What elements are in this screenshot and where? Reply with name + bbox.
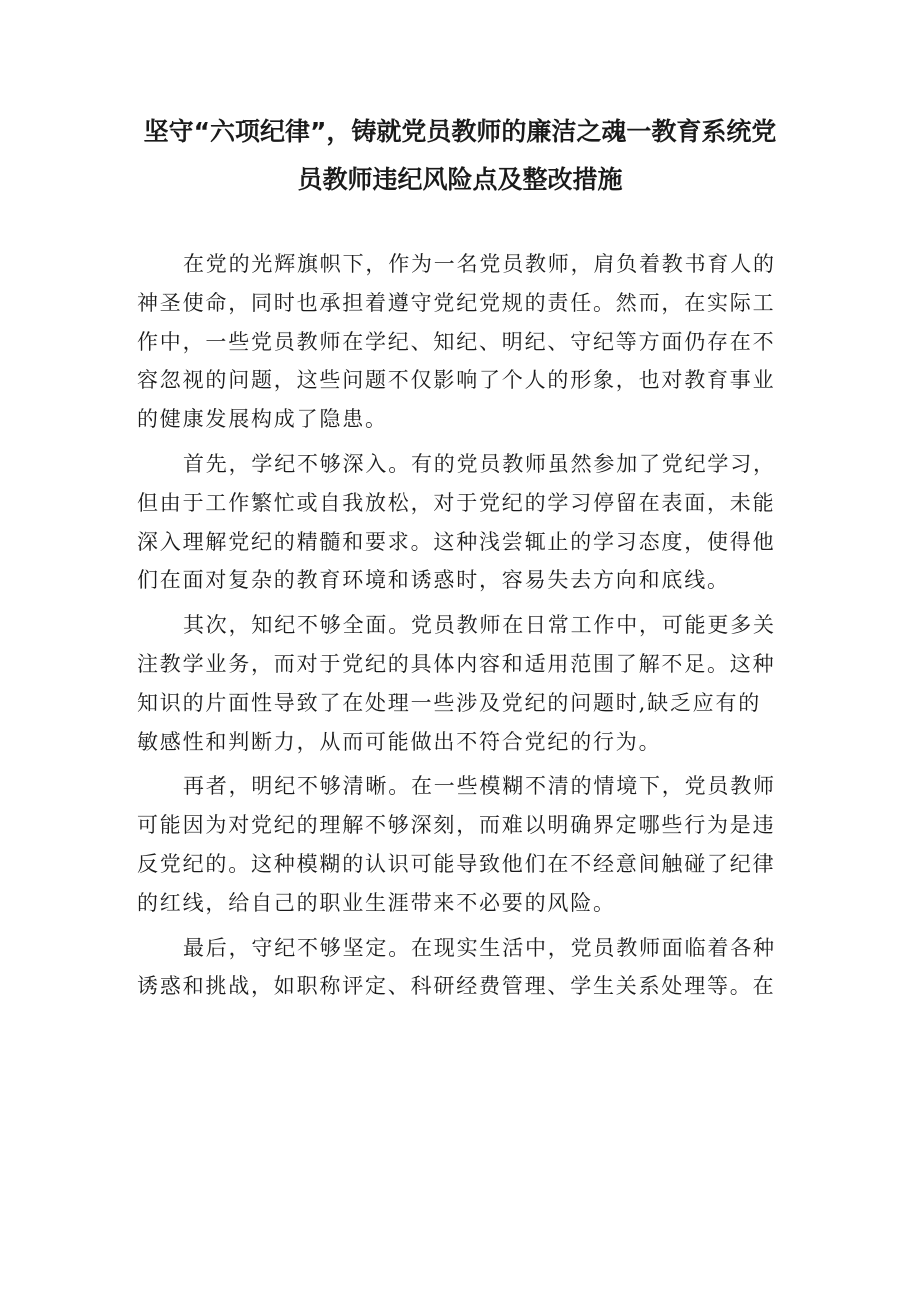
paragraph-line: 的健康发展构成了隐患。	[137, 407, 388, 432]
paragraph-line: 深入理解党纪的精髓和要求。这种浅尝辄止的学习态度，使得他	[137, 529, 776, 554]
paragraph-line: 但由于工作繁忙或自我放松，对于党纪的学习停留在表面，未能	[137, 490, 776, 515]
paragraph-second-point	[137, 606, 789, 761]
paragraph-line: 其次，知纪不够全面。党员教师在日常工作中，可能更多关	[183, 613, 776, 638]
paragraph-line: 注教学业务，而对于党纪的具体内容和适用范围了解不足。这种	[137, 651, 776, 676]
paragraph-line: 在党的光辉旗帜下，作为一名党员教师，肩负着教书育人的	[183, 252, 776, 276]
paragraph-line: 反党纪的。这种模糊的认识可能导致他们在不经意间触碰了纪律	[137, 851, 776, 876]
title-line: 员教师违纪风险点及整改措施	[297, 165, 623, 194]
paragraph-line: 诱惑和挑战，如职称评定、科研经费管理、学生关系处理等。在	[137, 974, 776, 999]
paragraph-third-point	[137, 767, 789, 922]
paragraph-line: 的红线，给自己的职业生涯带来不必要的风险。	[137, 890, 616, 915]
paragraph-line: 神圣使命，同时也承担着遵守党纪党规的责任。然而，在实际工	[137, 290, 776, 315]
paragraph-line: 再者，明纪不够清晰。在一些模糊不清的情境下，党员教师	[183, 774, 776, 799]
paragraph-line: 最后，守纪不够坚定。在现实生活中，党员教师面临着各种	[183, 935, 776, 960]
paragraph-line: 们在面对复杂的教育环境和诱惑时，容易失去方向和底线。	[137, 568, 730, 593]
document-body	[137, 245, 789, 1012]
paragraph-intro	[137, 245, 789, 439]
paragraph-line: 作中，一些党员教师在学纪、知纪、明纪、守纪等方面仍存在不	[137, 329, 776, 354]
paragraph-first-point	[137, 445, 789, 600]
paragraph-line: 首先，学纪不够深入。有的党员教师虽然参加了党纪学习，	[183, 451, 776, 476]
document-title	[120, 108, 800, 204]
paragraph-line: 容忽视的问题，这些问题不仅影响了个人的形象，也对教育事业	[137, 368, 776, 393]
title-line: 坚守“六项纪律”，铸就党员教师的廉洁之魂一教育系统党	[143, 117, 777, 146]
paragraph-line: 可能因为对党纪的理解不够深刻，而难以明确界定哪些行为是违	[137, 813, 776, 838]
paragraph-line: 敏感性和判断力，从而可能做出不符合党纪的行为。	[137, 729, 662, 754]
paragraph-line: 知识的片面性导致了在处理一些涉及党纪的问题时,缺乏应有的	[137, 690, 762, 715]
paragraph-fourth-point	[137, 929, 789, 1007]
